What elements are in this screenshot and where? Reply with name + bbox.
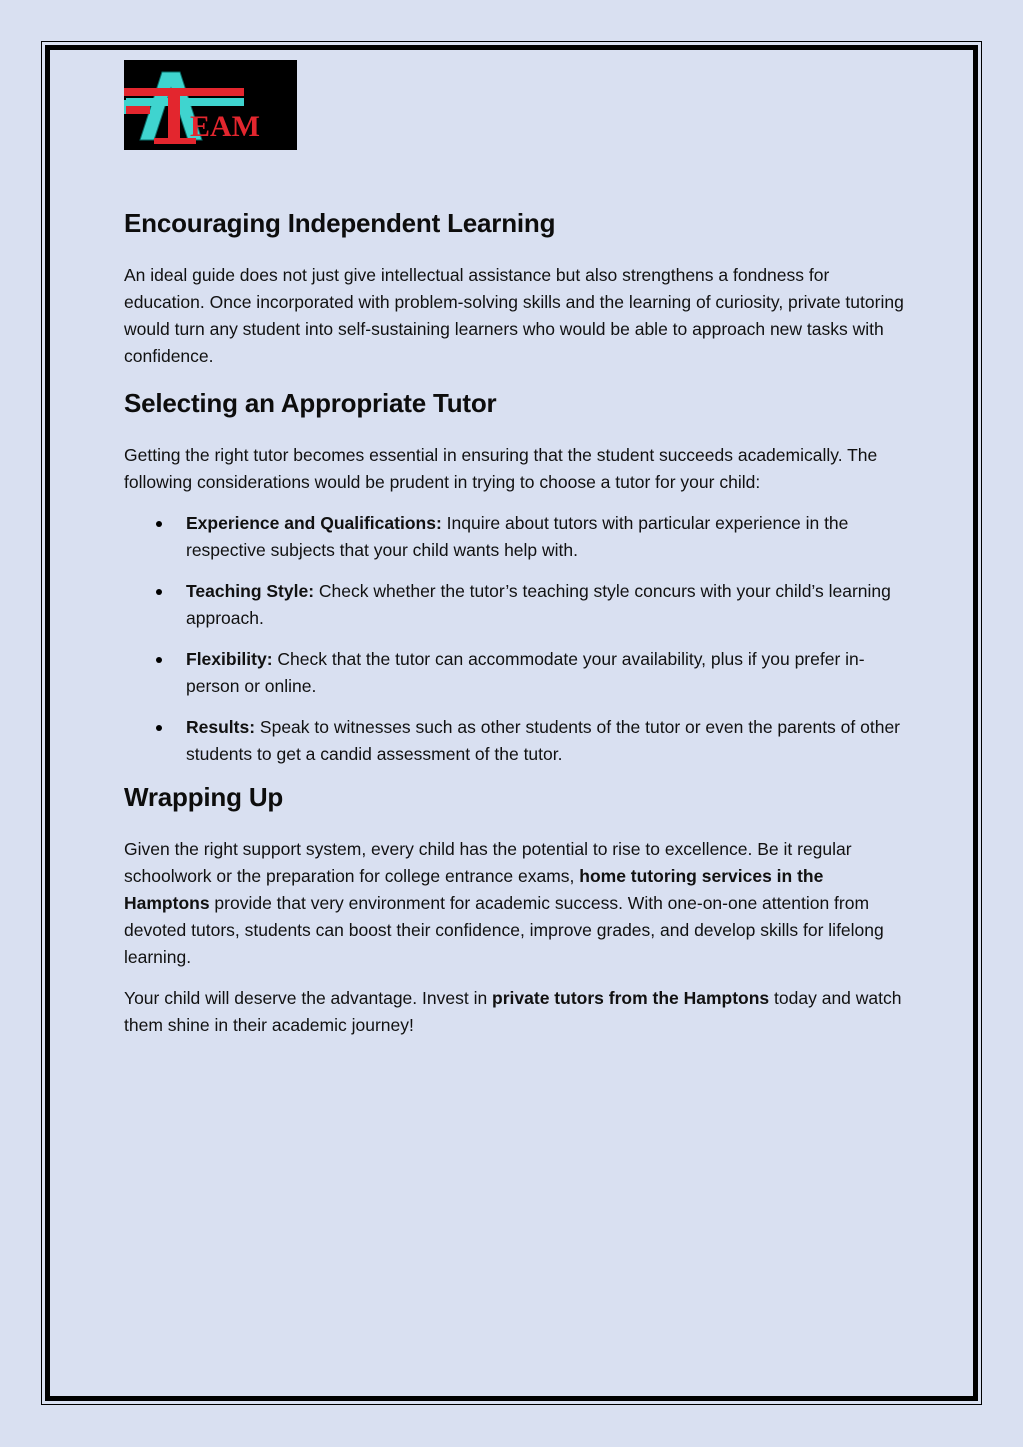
logo-letters: EAM — [190, 110, 260, 143]
list-item — [124, 714, 904, 768]
list-item-term: Flexibility: — [186, 649, 273, 669]
paragraph-wrapping-up-2 — [124, 985, 904, 1039]
keyword-home-tutoring: home tutoring services in the Hamptons — [124, 866, 824, 913]
list-item-term: Experience and Qualifications: — [186, 513, 442, 533]
paragraph-text: provide that very environment for academic success. With one-on-one attention from devoted tutors, students can boost their confidence, improve grades, and develop skills for lifelong learning. — [124, 893, 884, 967]
paragraph-selecting-tutor: Getting the right tutor becomes essential in ensuring that the student succeeds academically. The following considerations would be prudent in trying to choose a tutor for your child: — [124, 445, 878, 492]
list-item-term: Results: — [186, 717, 256, 737]
list-item-text: Check that the tutor can accommodate your availability, plus if you prefer in-person or online. — [186, 649, 865, 696]
keyword-private-tutors: private tutors from the Hamptons — [492, 988, 770, 1008]
paragraph-independent-learning: An ideal guide does not just give intellectual assistance but also strengthens a fondness for education. Once incorporated with problem-solving skills and the learning of curiosity, private tutoring would turn any student into self-sustaining learners who would be able to approach new tasks with confidence. — [124, 265, 904, 366]
bullet-icon — [156, 725, 162, 731]
heading-selecting-tutor: Selecting an Appropriate Tutor — [124, 388, 497, 418]
heading-independent-learning: Encouraging Independent Learning — [124, 208, 556, 238]
paragraph-wrapping-up-1 — [124, 836, 904, 971]
paragraph-text: Given the right support system, every child has the potential to rise to excellence. Be it regular schoolwork or the preparation for college entrance exams, — [124, 839, 852, 886]
list-item-text: Check whether the tutor’s teaching style concurs with your child’s learning approach. — [186, 581, 891, 628]
bullet-icon — [156, 521, 162, 527]
a-team-logo-graphic — [124, 60, 297, 150]
heading-wrapping-up: Wrapping Up — [124, 782, 284, 812]
paragraph-text: Your child will deserve the advantage. Invest in — [124, 988, 493, 1008]
a-team-logo — [124, 60, 297, 150]
paragraph-text: today and watch them shine in their academic journey! — [124, 988, 902, 1035]
list-item-term: Teaching Style: — [186, 581, 315, 601]
list-item — [124, 578, 904, 632]
list-item — [124, 510, 904, 564]
list-item-text: Inquire about tutors with particular experience in the respective subjects that your child wants help with. — [186, 513, 849, 560]
considerations-list — [124, 510, 904, 768]
list-item — [124, 646, 904, 700]
bullet-icon — [156, 657, 162, 663]
article-body — [124, 200, 904, 1039]
bullet-icon — [156, 589, 162, 595]
list-item-text: Speak to witnesses such as other students of the tutor or even the parents of other students to get a candid assessment of the tutor. — [186, 717, 901, 764]
